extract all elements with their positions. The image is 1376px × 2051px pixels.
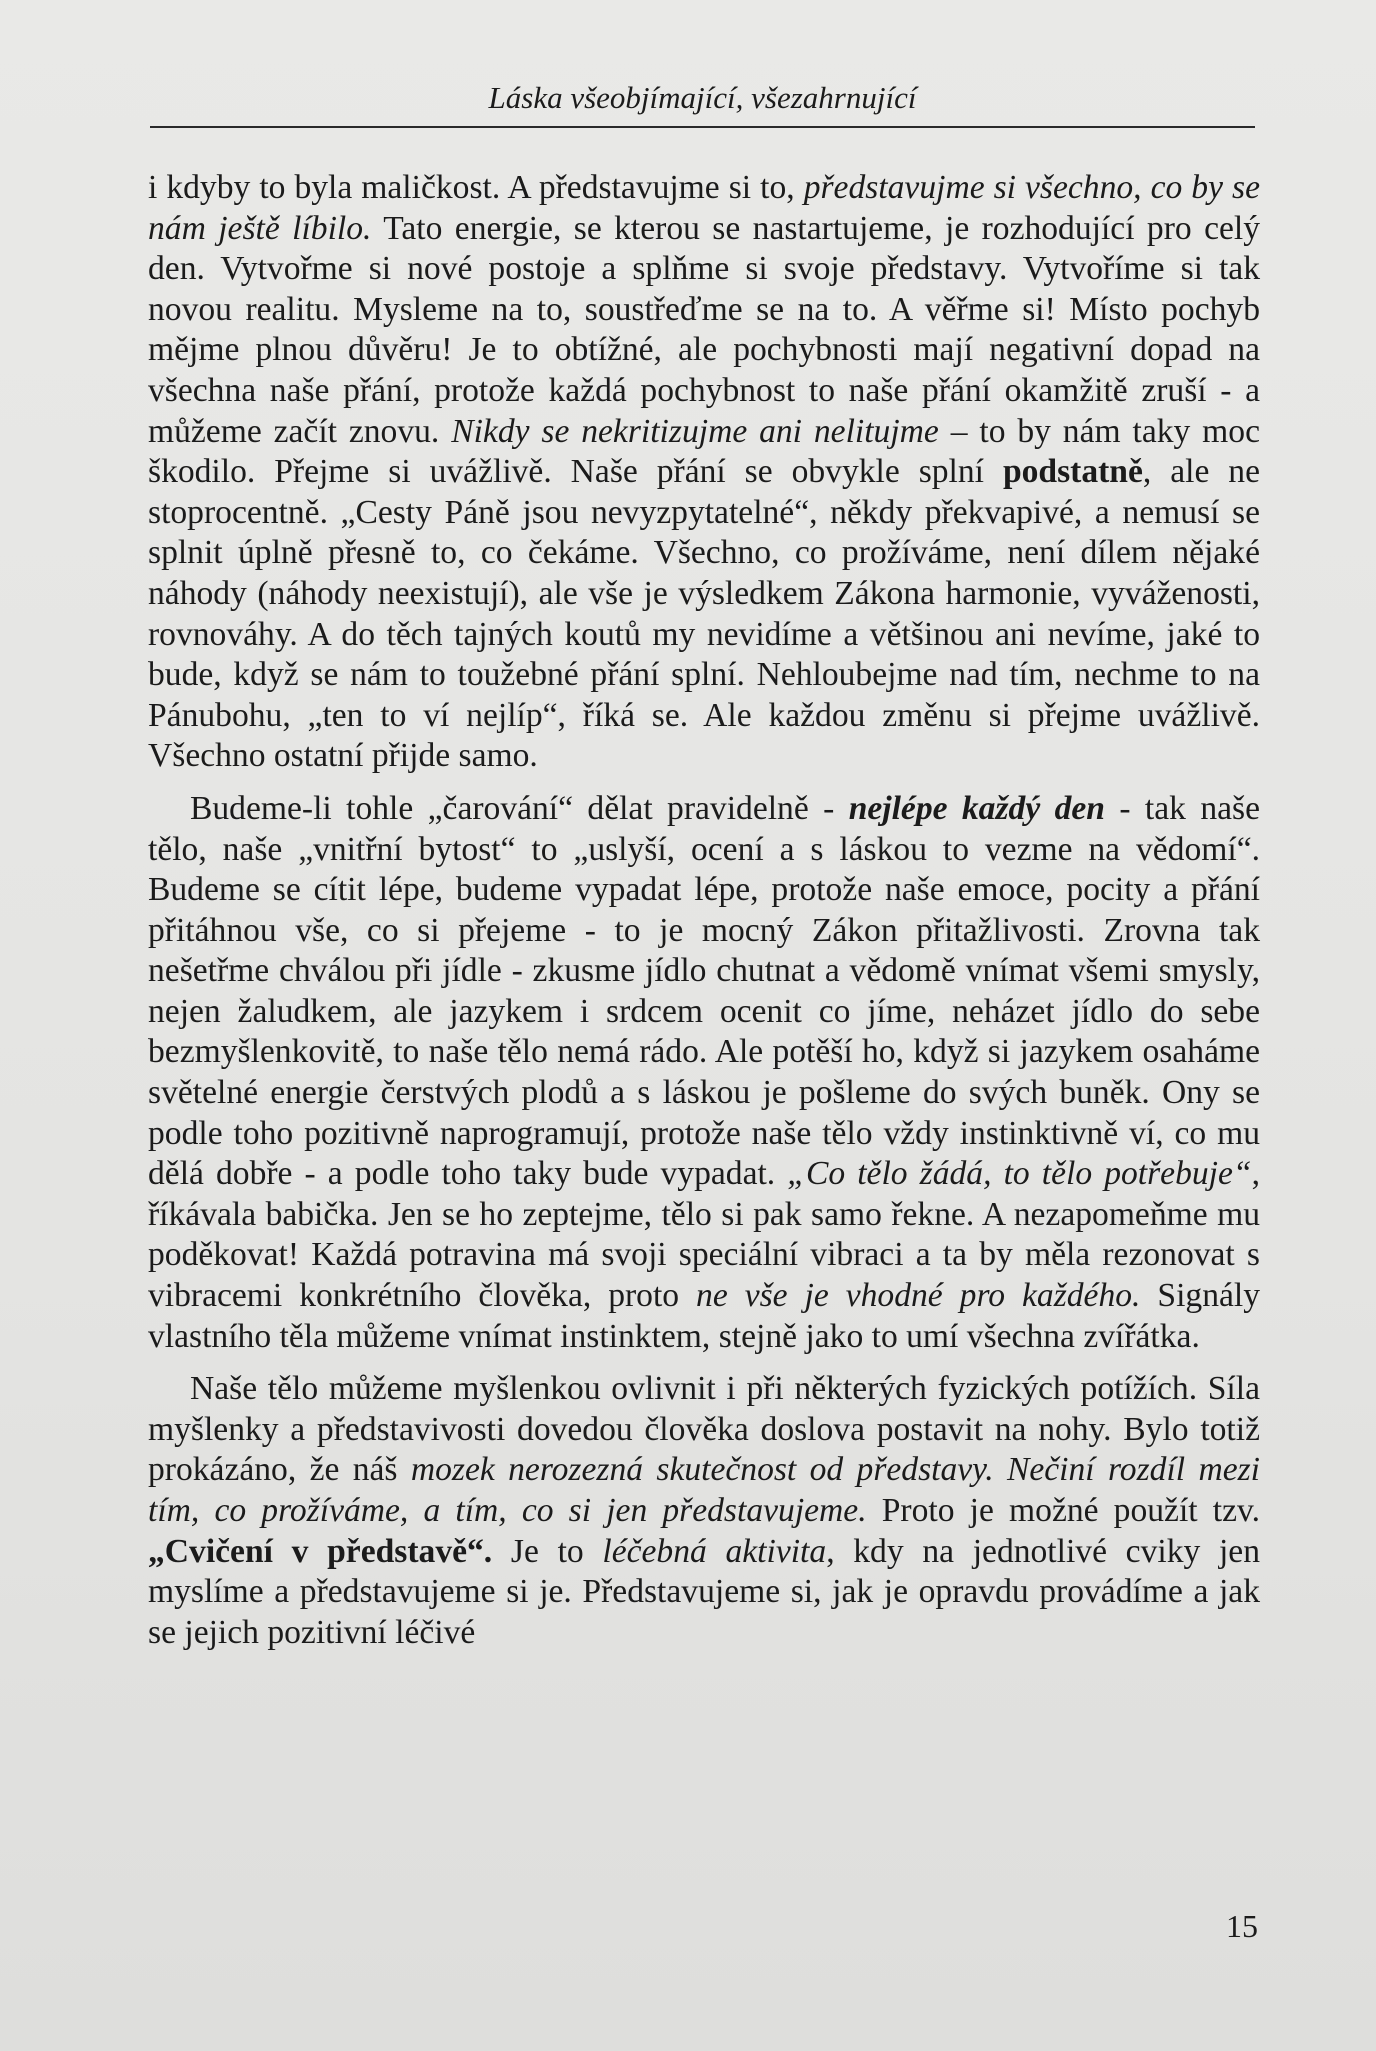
italic-text: ne vše je vhodné pro každého. <box>696 1277 1141 1315</box>
text-run: , kdy na jednotlivé cviky jen myslíme a představujeme si je. Představujeme si, jak je opravdu provádíme a jak se jejich pozitivní léčivé <box>148 1532 1260 1651</box>
italic-text: mozek nerozezná skutečnost od představy. Nečiní rozdíl mezi tím, co prožíváme, a tím, co si jen představujeme. <box>148 1451 1261 1529</box>
text-run: Tato energie, se kterou se nastartujeme, je rozhodující pro celý den. Vytvořme si nové postoje a splňme si svoje představy. Vytvoříme si tak novou realitu. Mysleme na to, soustřeďme se na to. A věřme si! Místo pochyb mějme plnou důvěru! Je to obtížné, ale pochybnosti mají negativní dopad na všechna naše přání, protože každá pochybnost to naše přání okamžitě zruší - a můžeme začít znovu. <box>148 209 1260 450</box>
italic-text: Nikdy se nekritizujme ani nelitujme <box>451 412 939 450</box>
italic-text: představujme si všechno, co by se nám ještě líbilo. <box>148 169 1260 247</box>
text-run: Je to <box>492 1532 603 1570</box>
bold-text: „Cvičení v představě“. <box>148 1532 493 1570</box>
italic-text: léčebná aktivita <box>602 1532 827 1570</box>
text-run: – to by nám taky moc škodilo. Přejme si uvážlivě. Naše přání se obvykle splní <box>148 412 1260 491</box>
text-run: Signály vlastního těla můžeme vnímat instinktem, stejně jako to umí všechna zvířátka. <box>148 1277 1261 1355</box>
text-run: Naše tělo můžeme myšlenkou ovlivnit i při některých fyzických potížích. Síla myšlenky a představivosti dovedou člověka doslova postavit na nohy. Bylo totiž prokázáno, že náš <box>148 1370 1260 1489</box>
text-run: , říkávala babička. Jen se ho zeptejme, tělo si pak samo řekne. A nezapomeňme mu poděkovat! Každá potravina má svoji speciální vibraci a ta by měla rezonovat s vibracemi konkrétního člověka, proto <box>148 1155 1260 1315</box>
body-text <box>148 168 1260 1653</box>
running-head: Láska všeobjímající, všezahrnující <box>488 80 917 115</box>
paragraph <box>148 789 1260 1357</box>
text-run: i kdyby to byla maličkost. A představujme si to, <box>148 169 804 206</box>
text-run: Proto je možné použít tzv. <box>866 1492 1260 1529</box>
bold-text: podstatně <box>1002 453 1143 491</box>
paragraph <box>148 1369 1260 1653</box>
text-run: - tak naše tělo, naše „vnitřní bytost“ to „uslyší, ocení a s láskou to vezme na vědomí“. Budeme se cítit lépe, budeme vypadat lépe, protože naše emoce, pocity a přání přitáhnou vše, co si přejeme - to je mocný Zákon přitažlivosti. Zrovna tak nešetřme chválou při jídle - zkusme jídlo chutnat a vědomě vnímat všemi smysly, nejen žaludkem, ale jazykem i srdcem ocenit co jíme, neházet jídlo do sebe bezmyšlenkovitě, to naše tělo nemá rádo. Ale potěší ho, když si jazykem osaháme světelné energie čerstvých plodů a s láskou je pošleme do svých buněk. Ony se podle toho pozitivně naprogramují, protože naše tělo vždy instinktivně ví, co mu dělá dobře - a podle toho taky bude vypadat. <box>148 789 1260 1193</box>
page-number: 15 <box>1226 1908 1258 1944</box>
text-run: , ale ne stoprocentně. „Cesty Páně jsou nevyzpytatelné“, někdy překvapivé, a nemusí se splnit úplně přesně to, co čekáme. Všechno, co prožíváme, není dílem nějaké náhody (náhody neexistují), ale vše je výsledkem Zákona harmonie, vyváženosti, rovnováhy. A do těch tajných koutů my nevidíme a většinou ani nevíme, jaké to bude, když se nám to toužebné přání splní. Nehloubejme nad tím, nechme to na Pánubohu, „ten to ví nejlíp“, říká se. Ale každou změnu si přejme uvážlivě. Všechno ostatní přijde samo. <box>148 453 1260 775</box>
header-rule <box>150 126 1255 128</box>
paragraph <box>148 168 1260 777</box>
text-run: Budeme-li tohle „čarování“ dělat pravidelně - <box>190 789 849 827</box>
bold-italic-text: nejlépe každý den <box>848 789 1105 827</box>
italic-text: „Co tělo žádá, to tělo potřebuje“ <box>787 1155 1252 1193</box>
